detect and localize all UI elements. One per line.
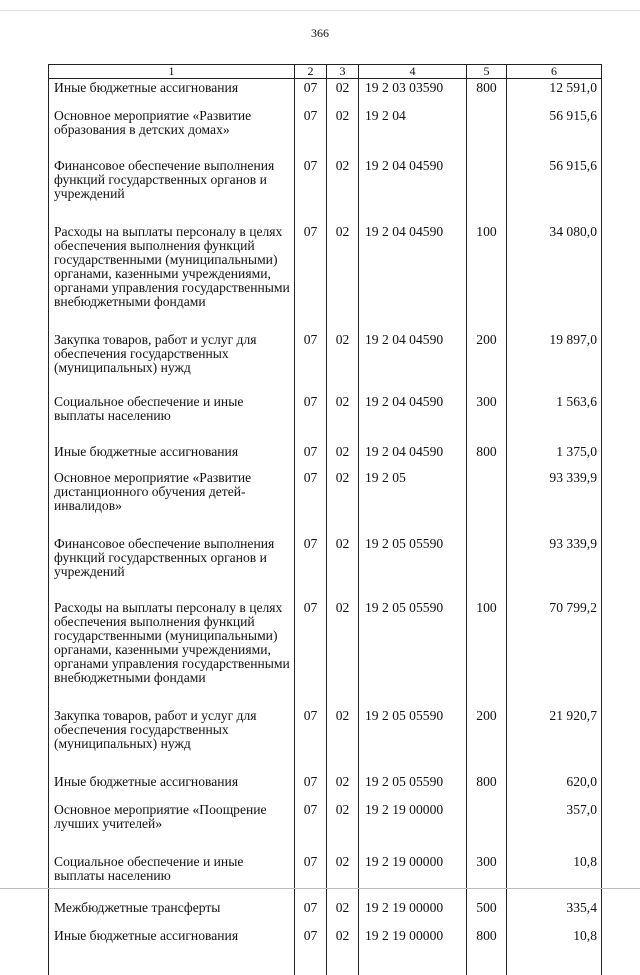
row-subsection-cell: 02	[327, 79, 359, 108]
row-expense-type-cell: 200	[467, 331, 507, 393]
row-target-article-cell: 19 2 04 04590	[359, 157, 467, 223]
row-subsection-cell: 02	[327, 157, 359, 223]
row-name-cell: Межбюджетные трансферты	[49, 899, 295, 927]
row-sum-cell: 19 897,0	[507, 331, 602, 393]
row-section-cell: 07	[295, 157, 327, 223]
row-name-cell: Иные бюджетные ассигнования	[49, 79, 295, 108]
row-target-article-cell: 19 2 05 05590	[359, 535, 467, 599]
row-name-cell: Социальное обеспечение и иные выплаты населению	[49, 853, 295, 899]
row-sum-cell: 56 915,6	[507, 107, 602, 157]
table-row	[49, 79, 602, 108]
row-section-cell: 07	[295, 443, 327, 469]
row-subsection-cell: 02	[327, 223, 359, 331]
row-name-cell: Иные бюджетные ассигнования	[49, 773, 295, 801]
table-row	[49, 443, 602, 469]
row-target-article-cell: 19 2 05	[359, 469, 467, 535]
filler-cell	[327, 955, 359, 975]
row-sum-cell: 620,0	[507, 773, 602, 801]
row-sum-cell: 1 375,0	[507, 443, 602, 469]
row-expense-type-cell: 300	[467, 853, 507, 899]
row-subsection-cell: 02	[327, 443, 359, 469]
row-name-cell: Финансовое обеспечение выполнения функций государственных органов и учреждений	[49, 535, 295, 599]
row-target-article-cell: 19 2 19 00000	[359, 899, 467, 927]
row-expense-type-cell: 100	[467, 223, 507, 331]
header-row	[49, 65, 602, 79]
row-expense-type-cell	[467, 801, 507, 853]
row-subsection-cell: 02	[327, 927, 359, 955]
table-row	[49, 599, 602, 707]
row-subsection-cell: 02	[327, 469, 359, 535]
row-target-article-cell: 19 2 03 03590	[359, 79, 467, 108]
row-section-cell: 07	[295, 107, 327, 157]
row-subsection-cell: 02	[327, 535, 359, 599]
header-col-5: 5	[467, 65, 507, 79]
header-col-4: 4	[359, 65, 467, 79]
scan-top-edge	[0, 0, 640, 11]
row-expense-type-cell: 800	[467, 443, 507, 469]
row-expense-type-cell	[467, 157, 507, 223]
table-filler-row	[49, 955, 602, 975]
row-name-cell: Закупка товаров, работ и услуг для обеспечения государственных (муниципальных) нужд	[49, 331, 295, 393]
row-expense-type-cell	[467, 535, 507, 599]
row-expense-type-cell: 800	[467, 927, 507, 955]
table-row	[49, 853, 602, 899]
row-target-article-cell: 19 2 04 04590	[359, 443, 467, 469]
table-row	[49, 469, 602, 535]
row-name-cell: Основное мероприятие «Поощрение лучших учителей»	[49, 801, 295, 853]
row-target-article-cell: 19 2 04 04590	[359, 331, 467, 393]
row-subsection-cell: 02	[327, 707, 359, 773]
row-name-cell: Расходы на выплаты персоналу в целях обеспечения выполнения функций государственными (муниципальными) органами, казенными учреждениями, органами управления государственными внебюджетными фондами	[49, 599, 295, 707]
table-row	[49, 801, 602, 853]
row-target-article-cell: 19 2 04 04590	[359, 393, 467, 443]
row-section-cell: 07	[295, 79, 327, 108]
row-sum-cell: 70 799,2	[507, 599, 602, 707]
row-sum-cell: 34 080,0	[507, 223, 602, 331]
row-subsection-cell: 02	[327, 853, 359, 899]
table-row	[49, 927, 602, 955]
table-row	[49, 107, 602, 157]
row-expense-type-cell	[467, 107, 507, 157]
row-name-cell: Основное мероприятие «Развитие образования в детских домах»	[49, 107, 295, 157]
row-section-cell: 07	[295, 801, 327, 853]
row-sum-cell: 335,4	[507, 899, 602, 927]
table-row	[49, 707, 602, 773]
row-subsection-cell: 02	[327, 899, 359, 927]
table-row	[49, 393, 602, 443]
row-expense-type-cell: 100	[467, 599, 507, 707]
row-sum-cell: 93 339,9	[507, 535, 602, 599]
row-section-cell: 07	[295, 599, 327, 707]
row-section-cell: 07	[295, 773, 327, 801]
table-row	[49, 773, 602, 801]
row-sum-cell: 21 920,7	[507, 707, 602, 773]
row-name-cell: Иные бюджетные ассигнования	[49, 927, 295, 955]
row-section-cell: 07	[295, 853, 327, 899]
row-section-cell: 07	[295, 469, 327, 535]
row-expense-type-cell: 800	[467, 79, 507, 108]
row-name-cell: Закупка товаров, работ и услуг для обеспечения государственных (муниципальных) нужд	[49, 707, 295, 773]
row-target-article-cell: 19 2 19 00000	[359, 801, 467, 853]
row-section-cell: 07	[295, 331, 327, 393]
budget-table	[48, 64, 602, 975]
row-target-article-cell: 19 2 04	[359, 107, 467, 157]
table-row	[49, 535, 602, 599]
row-sum-cell: 10,8	[507, 927, 602, 955]
row-subsection-cell: 02	[327, 599, 359, 707]
table-row	[49, 157, 602, 223]
row-sum-cell: 1 563,6	[507, 393, 602, 443]
table-row	[49, 223, 602, 331]
row-expense-type-cell: 800	[467, 773, 507, 801]
header-col-6: 6	[507, 65, 602, 79]
page-number: 366	[0, 26, 640, 41]
row-sum-cell: 10,8	[507, 853, 602, 899]
row-section-cell: 07	[295, 899, 327, 927]
row-subsection-cell: 02	[327, 393, 359, 443]
row-sum-cell: 357,0	[507, 801, 602, 853]
header-col-2: 2	[295, 65, 327, 79]
row-target-article-cell: 19 2 19 00000	[359, 927, 467, 955]
row-target-article-cell: 19 2 05 05590	[359, 599, 467, 707]
filler-cell	[295, 955, 327, 975]
row-subsection-cell: 02	[327, 107, 359, 157]
row-section-cell: 07	[295, 927, 327, 955]
row-expense-type-cell: 200	[467, 707, 507, 773]
table-row	[49, 331, 602, 393]
row-name-cell: Социальное обеспечение и иные выплаты населению	[49, 393, 295, 443]
table-row	[49, 899, 602, 927]
header-col-1: 1	[49, 65, 295, 79]
row-expense-type-cell: 300	[467, 393, 507, 443]
row-sum-cell: 12 591,0	[507, 79, 602, 108]
row-target-article-cell: 19 2 05 05590	[359, 773, 467, 801]
filler-cell	[359, 955, 467, 975]
filler-cell	[467, 955, 507, 975]
row-target-article-cell: 19 2 04 04590	[359, 223, 467, 331]
row-section-cell: 07	[295, 223, 327, 331]
scan-bottom-edge	[0, 888, 640, 889]
row-subsection-cell: 02	[327, 773, 359, 801]
filler-cell	[49, 955, 295, 975]
row-sum-cell: 93 339,9	[507, 469, 602, 535]
row-expense-type-cell	[467, 469, 507, 535]
filler-cell	[507, 955, 602, 975]
row-sum-cell: 56 915,6	[507, 157, 602, 223]
row-section-cell: 07	[295, 535, 327, 599]
row-target-article-cell: 19 2 05 05590	[359, 707, 467, 773]
header-col-3: 3	[327, 65, 359, 79]
row-section-cell: 07	[295, 707, 327, 773]
row-section-cell: 07	[295, 393, 327, 443]
row-expense-type-cell: 500	[467, 899, 507, 927]
table-body	[49, 79, 602, 975]
row-target-article-cell: 19 2 19 00000	[359, 853, 467, 899]
row-name-cell: Финансовое обеспечение выполнения функций государственных органов и учреждений	[49, 157, 295, 223]
row-name-cell: Основное мероприятие «Развитие дистанционного обучения детей-инвалидов»	[49, 469, 295, 535]
row-subsection-cell: 02	[327, 331, 359, 393]
row-name-cell: Иные бюджетные ассигнования	[49, 443, 295, 469]
row-name-cell: Расходы на выплаты персоналу в целях обеспечения выполнения функций государственными (муниципальными) органами, казенными учреждениями, органами управления государственными внебюджетными фондами	[49, 223, 295, 331]
row-subsection-cell: 02	[327, 801, 359, 853]
